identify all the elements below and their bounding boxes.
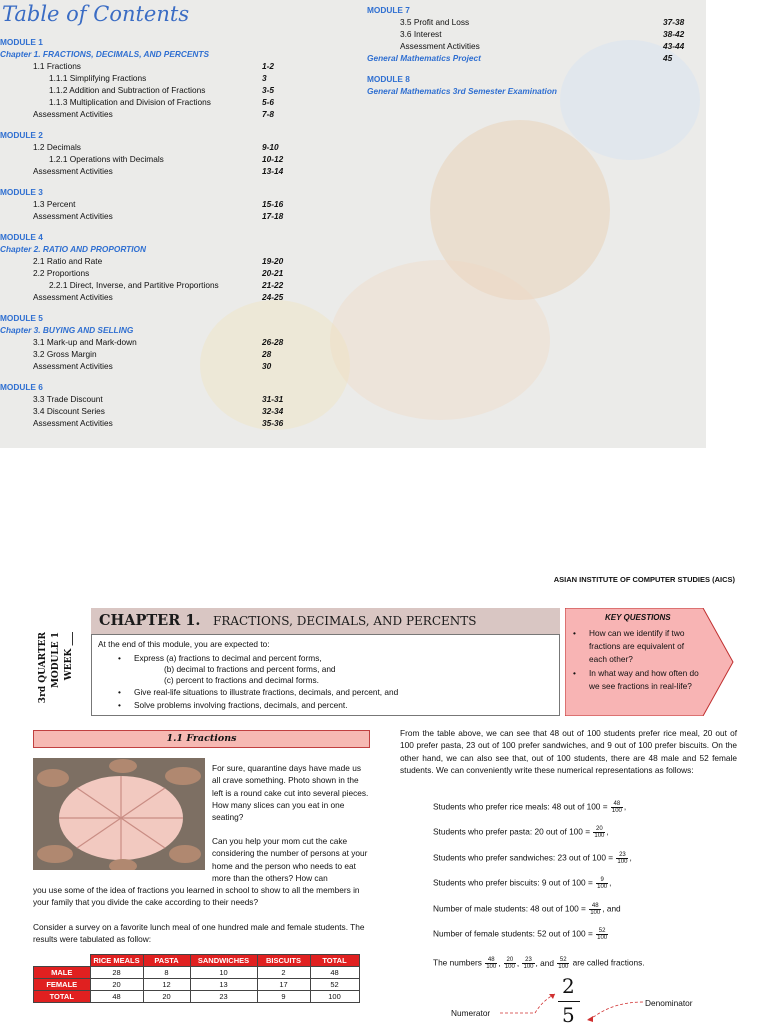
- toc-entry: 3.2 Gross Margin: [33, 349, 97, 359]
- equation-line: [433, 852, 632, 865]
- toc-module-heading: MODULE 2: [0, 130, 43, 140]
- sentence-fraction: [485, 957, 497, 970]
- toc-page-number: 35-36: [262, 418, 284, 428]
- toc-page-number: 19-20: [262, 256, 284, 266]
- table-cell: 52: [310, 979, 359, 991]
- toc-page-number: 21-22: [262, 280, 284, 290]
- cake-illustration-icon: [33, 758, 205, 870]
- equation-text: Number of male students: 48 out of 100 =: [433, 903, 589, 914]
- equation-fraction: [596, 928, 608, 941]
- table-cell: 48: [310, 967, 359, 979]
- toc-page-number: 45: [663, 53, 673, 63]
- toc-chapter-heading: General Mathematics Project: [367, 53, 481, 63]
- toc-page-number: 15-16: [262, 199, 284, 209]
- toc-page-number: 1-2: [262, 61, 274, 71]
- toc-page-number: 7-8: [262, 109, 274, 119]
- table-row: [34, 979, 360, 991]
- table-cell: 20: [143, 991, 190, 1003]
- equation-line: [433, 801, 626, 814]
- equation-tail: ,: [629, 852, 632, 863]
- table-analysis-paragraph: From the table above, we can see that 48 out of 100 students prefer rice meal, 20 out of 100 prefer pasta, 23 out of 100 prefer sandwiches, and 9 out of 100 prefer biscuits. On the other hand, we can also see that, out of 100 students, there are 48 male and 52 female students. We can conveniently write these numerical representations as follows:: [400, 728, 737, 775]
- table-header-row: [34, 955, 360, 967]
- objective-item: (c) percent to fractions and decimal forms.: [164, 675, 319, 685]
- objective-item: Express (a) fractions to decimal and percent forms,: [134, 653, 322, 663]
- fraction-numerator: 48: [589, 903, 601, 910]
- fraction-denominator: 100: [617, 859, 628, 865]
- quarter-label: 3rd QUARTER: [38, 632, 48, 704]
- equation-fraction: [596, 877, 608, 890]
- toc-module-heading: MODULE 7: [367, 5, 410, 15]
- toc-entry: 1.1 Fractions: [33, 61, 81, 71]
- toc-entry: 2.1 Ratio and Rate: [33, 256, 103, 266]
- row-label: TOTAL: [34, 991, 91, 1003]
- objective-bullet-icon: •: [118, 700, 121, 710]
- toc-page-number: 30: [262, 361, 272, 371]
- fraction-denominator: 100: [597, 935, 608, 941]
- numerator-label: Numerator: [451, 1008, 491, 1018]
- survey-table: [33, 954, 360, 1003]
- equation-text: Students who prefer rice meals: 48 out of 100 =: [433, 801, 610, 812]
- toc-page-number: 10-12: [262, 154, 284, 164]
- toc-page-number: 32-34: [262, 406, 284, 416]
- toc-entry: 1.1.2 Addition and Subtraction of Fractions: [49, 85, 206, 95]
- objective-bullet-icon: •: [118, 687, 121, 697]
- equation-fraction: [616, 852, 628, 865]
- table-cell: 12: [143, 979, 190, 991]
- numbers-sentence: [433, 957, 645, 970]
- fraction-denominator: 100: [597, 884, 608, 890]
- toc-page-number: 43-44: [663, 41, 685, 51]
- toc-entry: Assessment Activities: [33, 418, 113, 428]
- toc-title: Table of Contents: [2, 2, 190, 26]
- section-title: 1.1 Fractions: [166, 733, 237, 744]
- equation-line: [433, 826, 609, 839]
- table-cell: 8: [143, 967, 190, 979]
- numerator-denominator-arrows-icon: [495, 980, 645, 1024]
- table-cell: 23: [190, 991, 257, 1003]
- toc-chapter-heading: Chapter 3. BUYING AND SELLING: [0, 325, 134, 335]
- toc-entry: 1.3 Percent: [33, 199, 76, 209]
- equation-fraction: [593, 826, 605, 839]
- toc-entry: 3.3 Trade Discount: [33, 394, 103, 404]
- column-header: PASTA: [143, 955, 190, 967]
- table-cell: 48: [90, 991, 143, 1003]
- module-label: MODULE 1: [51, 632, 61, 689]
- toc-entry: Assessment Activities: [33, 292, 113, 302]
- numbers-fractions: [484, 958, 570, 968]
- toc-entry: Assessment Activities: [33, 361, 113, 371]
- table-cell: 9: [257, 991, 310, 1003]
- column-header: TOTAL: [310, 955, 359, 967]
- toc-entry: Assessment Activities: [33, 109, 113, 119]
- big-fraction-numerator: 2: [562, 974, 575, 998]
- objective-item: (b) decimal to fractions and percent forms, and: [164, 664, 336, 674]
- chapter-title: FRACTIONS, DECIMALS, AND PERCENTS: [213, 614, 477, 628]
- table-cell: 10: [190, 967, 257, 979]
- fraction-numerator: 48: [611, 801, 623, 808]
- toc-page-number: 28: [262, 349, 272, 359]
- fraction-numerator: 23: [522, 957, 534, 964]
- chapter-number: CHAPTER 1.: [99, 612, 201, 629]
- fraction-denominator: 100: [590, 910, 601, 916]
- intro-paragraph-2-continued: you use some of the idea of fractions you learned in school to show to all the members in your family that you divide the cake according to their needs?: [33, 885, 360, 908]
- table-cell: 17: [257, 979, 310, 991]
- toc-module-heading: MODULE 6: [0, 382, 43, 392]
- objectives-box: [91, 634, 560, 716]
- table-cell: 28: [90, 967, 143, 979]
- key-question-item: In what way and how often do we see fractions in real-life?: [589, 668, 699, 691]
- fraction-numerator: 20: [593, 826, 605, 833]
- column-header: RICE MEALS: [90, 955, 143, 967]
- kq-bullet-icon: •: [573, 668, 576, 678]
- big-fraction-denominator: 5: [562, 1003, 575, 1027]
- equation-fraction: [589, 903, 601, 916]
- toc-chapter-heading: Chapter 2. RATIO AND PROPORTION: [0, 244, 146, 254]
- equation-text: Students who prefer biscuits: 9 out of 100 =: [433, 877, 596, 888]
- fraction-numerator: 9: [596, 877, 608, 884]
- toc-page: [0, 0, 706, 448]
- toc-entry: 3.4 Discount Series: [33, 406, 105, 416]
- toc-entry: 2.2 Proportions: [33, 268, 90, 278]
- table-row: [34, 991, 360, 1003]
- sentence-fraction: [522, 957, 534, 970]
- sentence-fraction: [504, 957, 516, 970]
- fraction-separator: , and: [535, 957, 557, 968]
- fraction-numerator: 20: [504, 957, 516, 964]
- key-question-item: How can we identify if two fractions are equivalent of each other?: [589, 628, 685, 664]
- objectives-intro: At the end of this module, you are expected to:: [98, 639, 270, 649]
- toc-page-number: 38-42: [663, 29, 685, 39]
- table-row: [34, 967, 360, 979]
- institute-name: ASIAN INSTITUTE OF COMPUTER STUDIES (AICS): [553, 575, 735, 584]
- toc-page-number: 9-10: [262, 142, 279, 152]
- equation-tail: ,: [606, 826, 609, 837]
- equation-fraction: [611, 801, 623, 814]
- cake-photo: [33, 758, 205, 870]
- fraction-numerator: 23: [616, 852, 628, 859]
- equation-text: Number of female students: 52 out of 100 =: [433, 928, 596, 939]
- denominator-label: Denominator: [645, 998, 693, 1008]
- toc-page-number: 3-5: [262, 85, 274, 95]
- toc-module-heading: MODULE 5: [0, 313, 43, 323]
- toc-entry: Assessment Activities: [33, 211, 113, 221]
- equation-text: Students who prefer pasta: 20 out of 100 =: [433, 826, 593, 837]
- toc-entry: 1.1.1 Simplifying Fractions: [49, 73, 147, 83]
- toc-entry: 3.1 Mark-up and Mark-down: [33, 337, 137, 347]
- section-title-bar: [33, 730, 370, 748]
- toc-module-heading: MODULE 3: [0, 187, 43, 197]
- fraction-denominator: 100: [611, 808, 622, 814]
- fraction-denominator: 100: [486, 964, 497, 970]
- toc-entry: Assessment Activities: [400, 41, 480, 51]
- toc-page-number: 13-14: [262, 166, 284, 176]
- toc-page-number: 24-25: [262, 292, 284, 302]
- toc-page-number: 20-21: [262, 268, 284, 278]
- intro-paragraph-2: Can you help your mom cut the cake considering the number of persons at your home and the person who needs to eat more than the others? How can: [212, 836, 368, 883]
- key-questions-title: KEY QUESTIONS: [605, 613, 671, 622]
- equation-line: [433, 903, 621, 916]
- table-cell: 2: [257, 967, 310, 979]
- key-questions-box: [565, 608, 735, 716]
- fraction-denominator: 100: [523, 964, 534, 970]
- toc-entry: 3.5 Profit and Loss: [400, 17, 470, 27]
- equation-line: [433, 928, 609, 941]
- toc-module-heading: MODULE 8: [367, 74, 410, 84]
- numbers-intro: The numbers: [433, 957, 482, 968]
- table-cell: 20: [90, 979, 143, 991]
- kq-bullet-icon: •: [573, 628, 576, 638]
- column-header: BISCUITS: [257, 955, 310, 967]
- toc-chapter-heading: Chapter 1. FRACTIONS, DECIMALS, AND PERCENTS: [0, 49, 209, 59]
- quarter-module-week-label: [36, 632, 76, 716]
- survey-paragraph: Consider a survey on a favorite lunch meal of one hundred male and female students. The results were tabulated as follow:: [33, 922, 365, 945]
- fraction-separator: ,: [516, 957, 522, 968]
- toc-module-heading: MODULE 1: [0, 37, 43, 47]
- toc-entry: 1.1.3 Multiplication and Division of Fractions: [49, 97, 211, 107]
- fraction-numerator: 48: [485, 957, 497, 964]
- fraction-numerator: 52: [557, 957, 569, 964]
- equation-tail: ,: [623, 801, 627, 812]
- equation-tail: , and: [602, 903, 621, 914]
- equation-line: [433, 877, 611, 890]
- table-corner-cell: [34, 955, 91, 967]
- sentence-fraction: [557, 957, 569, 970]
- toc-entry: 3.6 Interest: [400, 29, 442, 39]
- objective-item: Give real-life situations to illustrate fractions, decimals, and percent, and: [134, 687, 399, 697]
- toc-entry: 1.2 Decimals: [33, 142, 81, 152]
- numbers-tail: are called fractions.: [572, 957, 645, 968]
- toc-page-number: 31-31: [262, 394, 284, 404]
- toc-page-number: 37-38: [663, 17, 685, 27]
- table-cell: 13: [190, 979, 257, 991]
- objective-bullet-icon: •: [118, 653, 121, 663]
- fraction-denominator: 100: [504, 964, 515, 970]
- fraction-denominator: 100: [594, 833, 605, 839]
- fraction-numerator: 52: [596, 928, 608, 935]
- toc-page-number: 5-6: [262, 97, 274, 107]
- equation-tail: ,: [609, 877, 612, 888]
- toc-entry: Assessment Activities: [33, 166, 113, 176]
- fraction-separator: ,: [498, 957, 503, 968]
- fraction-denominator: 100: [558, 964, 569, 970]
- toc-page-number: 3: [262, 73, 267, 83]
- row-label: MALE: [34, 967, 91, 979]
- table-cell: 100: [310, 991, 359, 1003]
- toc-page-number: 26-28: [262, 337, 284, 347]
- intro-paragraph-1: For sure, quarantine days have made us all crave something. Photo shown in the left is a round cake cut into several pieces. How many slices can you eat in one seating?: [212, 763, 369, 823]
- equation-text: Students who prefer sandwiches: 23 out of 100 =: [433, 852, 616, 863]
- toc-module-heading: MODULE 4: [0, 232, 43, 242]
- toc-entry: 1.2.1 Operations with Decimals: [49, 154, 164, 164]
- toc-page-number: 17-18: [262, 211, 284, 221]
- objective-item: Solve problems involving fractions, decimals, and percent.: [134, 700, 348, 710]
- column-header: SANDWICHES: [190, 955, 257, 967]
- chapter-banner: [91, 608, 560, 635]
- toc-chapter-heading: General Mathematics 3rd Semester Examination: [367, 86, 557, 96]
- toc-entry: 2.2.1 Direct, Inverse, and Partitive Proportions: [49, 280, 219, 290]
- row-label: FEMALE: [34, 979, 91, 991]
- week-label: WEEK ___: [64, 632, 74, 681]
